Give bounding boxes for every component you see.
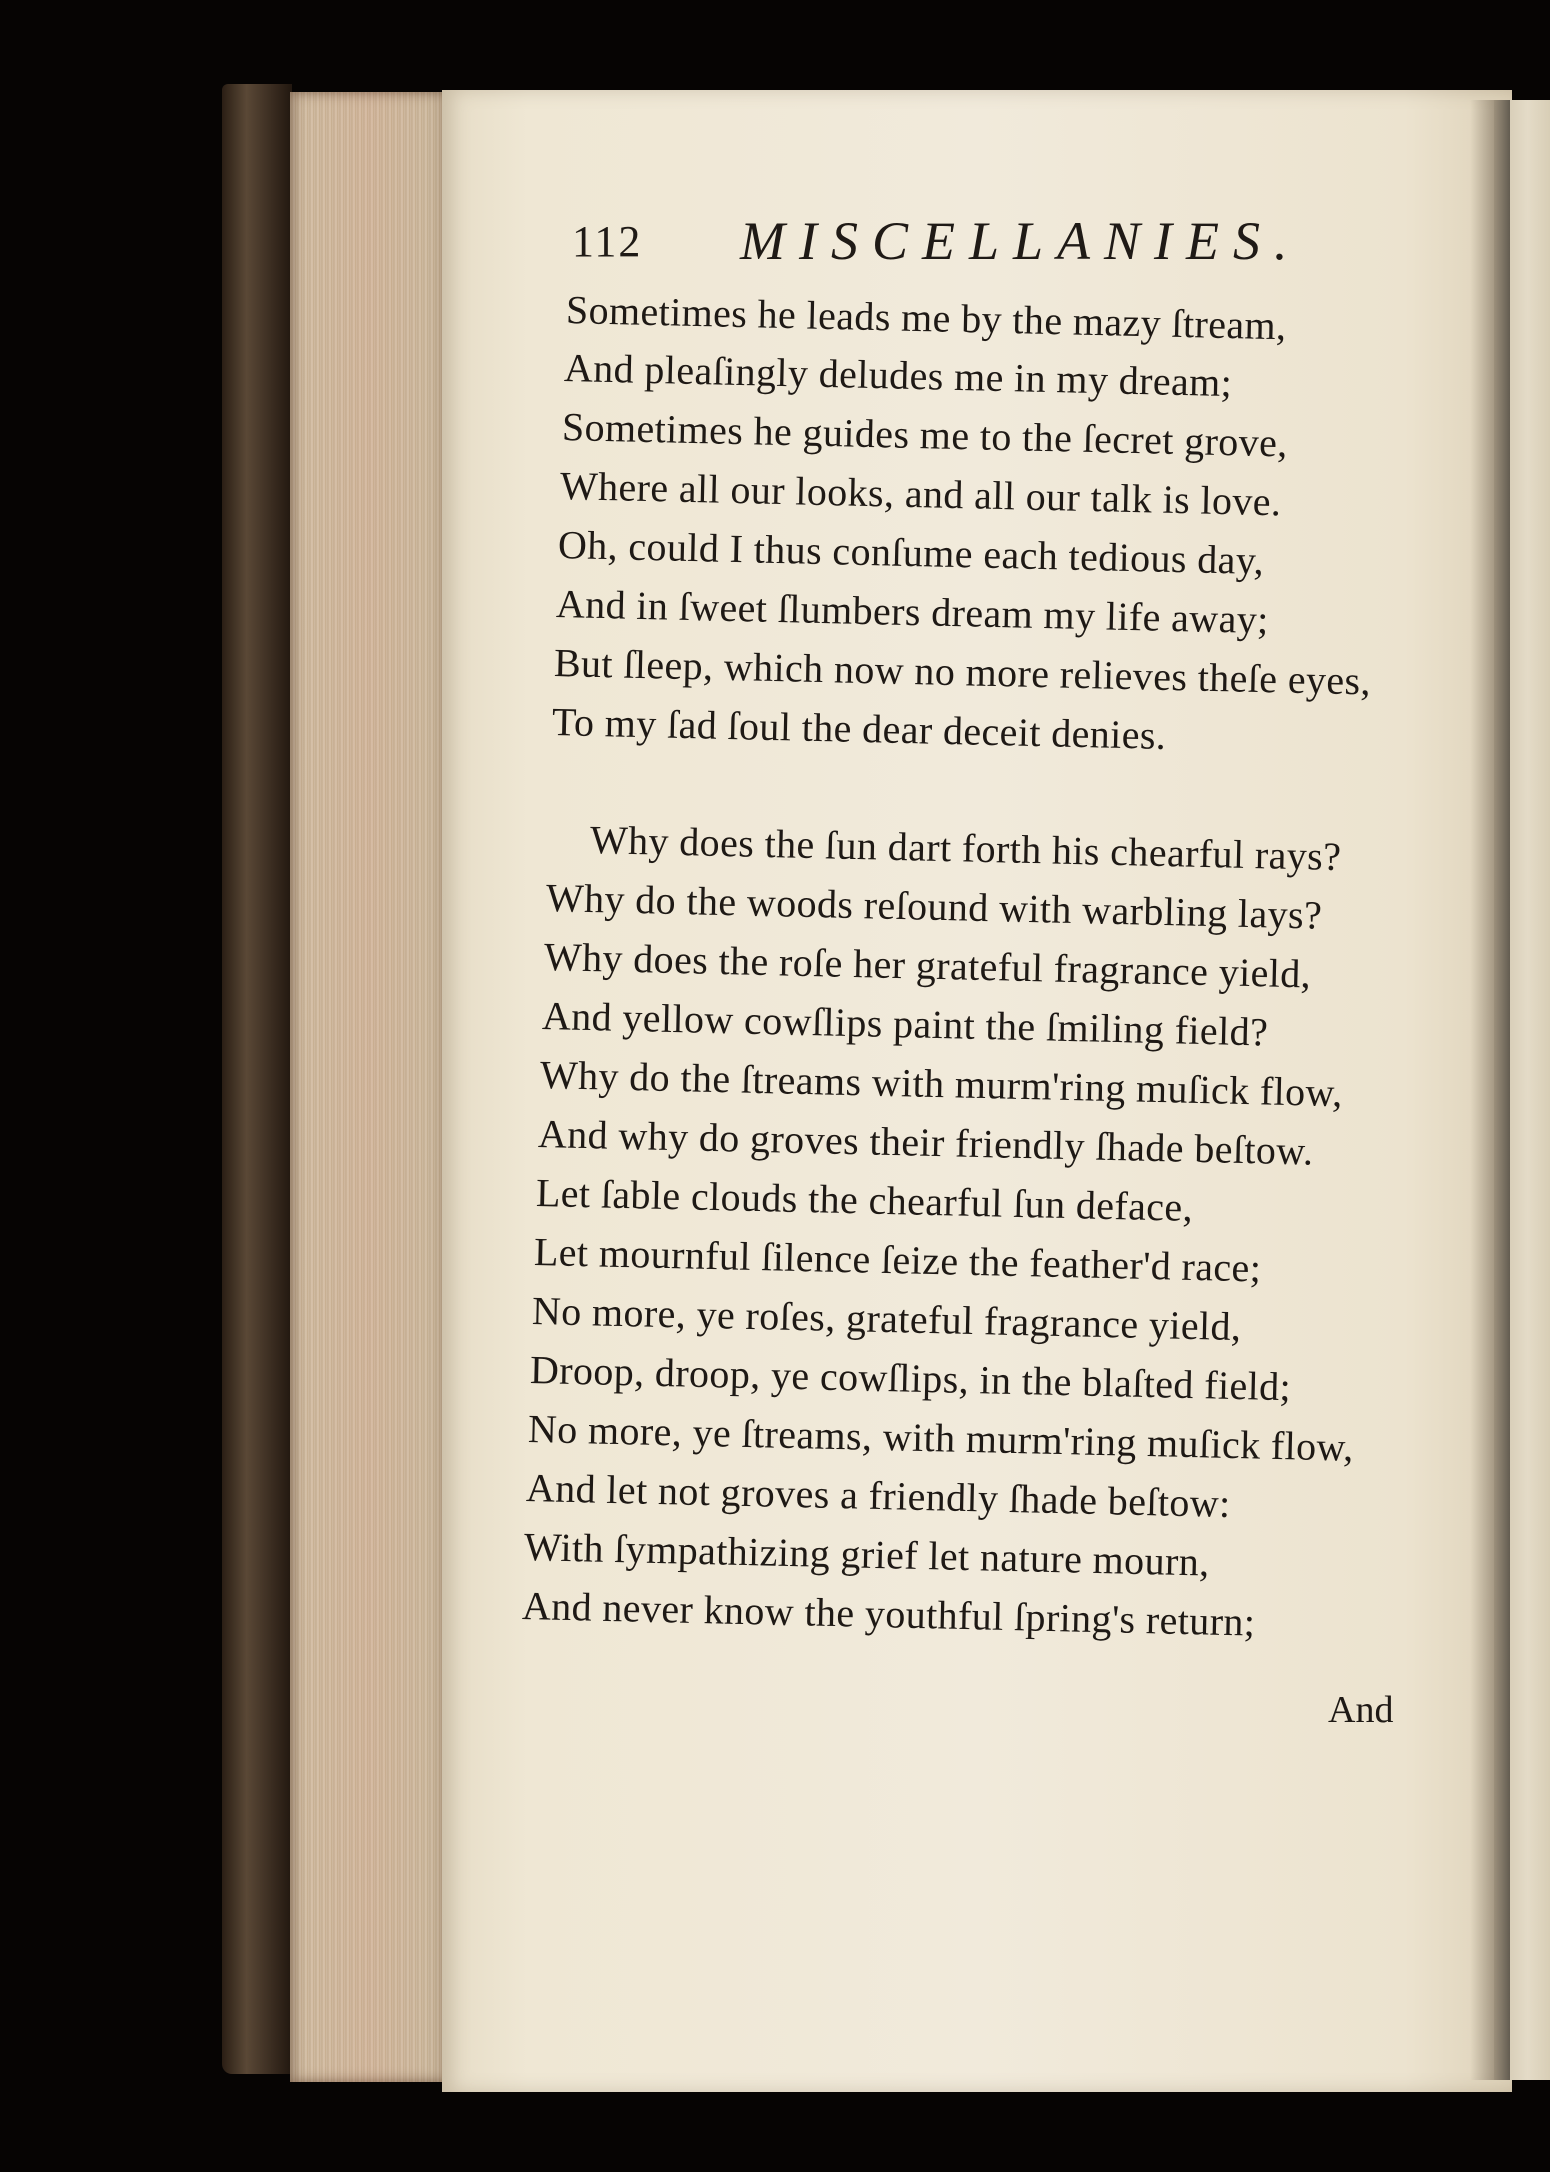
poem-line: No more, ye roſes, grateful fragrance yield, — [531, 1288, 1242, 1350]
poem-line: And in ſweet ſlumbers dream my life away; — [555, 581, 1270, 643]
poem-line: And never know the youthful ſpring's return; — [521, 1583, 1256, 1645]
poem-line: Sometimes he guides me to the ſecret grove, — [561, 404, 1289, 466]
poem-line: Sometimes he leads me by the mazy ſtream, — [565, 287, 1287, 349]
running-head: MISCELLANIES. — [740, 211, 1302, 271]
poem-line: Oh, could I thus conſume each tedious day, — [557, 522, 1265, 584]
poem-line: And let not groves a friendly ſhade beſtow: — [525, 1465, 1232, 1526]
poem-line: To my ſad ſoul the dear deceit denies. — [551, 699, 1167, 758]
poem-line: And pleaſingly deludes me in my dream; — [563, 345, 1233, 406]
poem-line: Let ſable clouds the chearful ſun deface, — [535, 1170, 1194, 1230]
poem-line: Why do the woods reſound with warbling lays? — [545, 875, 1323, 938]
poem-line: And why do groves their friendly ſhade beſtow. — [537, 1111, 1314, 1174]
poem-line: But ſleep, which now no more relieves theſe eyes, — [553, 640, 1372, 704]
poem-line: Droop, droop, ye cowſlips, in the blaſted field; — [529, 1347, 1292, 1410]
poem-line: With ſympathizing grief let nature mourn, — [523, 1524, 1211, 1585]
page-number: 112 — [572, 217, 643, 266]
poem-line: Why do the ſtreams with murm'ring muſick flow, — [539, 1052, 1344, 1116]
poem-line: Why does the roſe her grateful fragrance yield, — [543, 934, 1312, 997]
poem-line: Where all our looks, and all our talk is love. — [559, 463, 1282, 525]
poem-line: No more, ye ſtreams, with murm'ring muſick flow, — [527, 1406, 1355, 1470]
poem-line: And yellow cowſlips paint the ſmiling field? — [541, 993, 1269, 1055]
poem-line: Let mournful ſilence ſeize the feather'd race; — [533, 1229, 1262, 1291]
poem-line: Why does the ſun dart forth his chearful rays? — [589, 817, 1342, 880]
catchword: And — [1328, 1689, 1394, 1731]
